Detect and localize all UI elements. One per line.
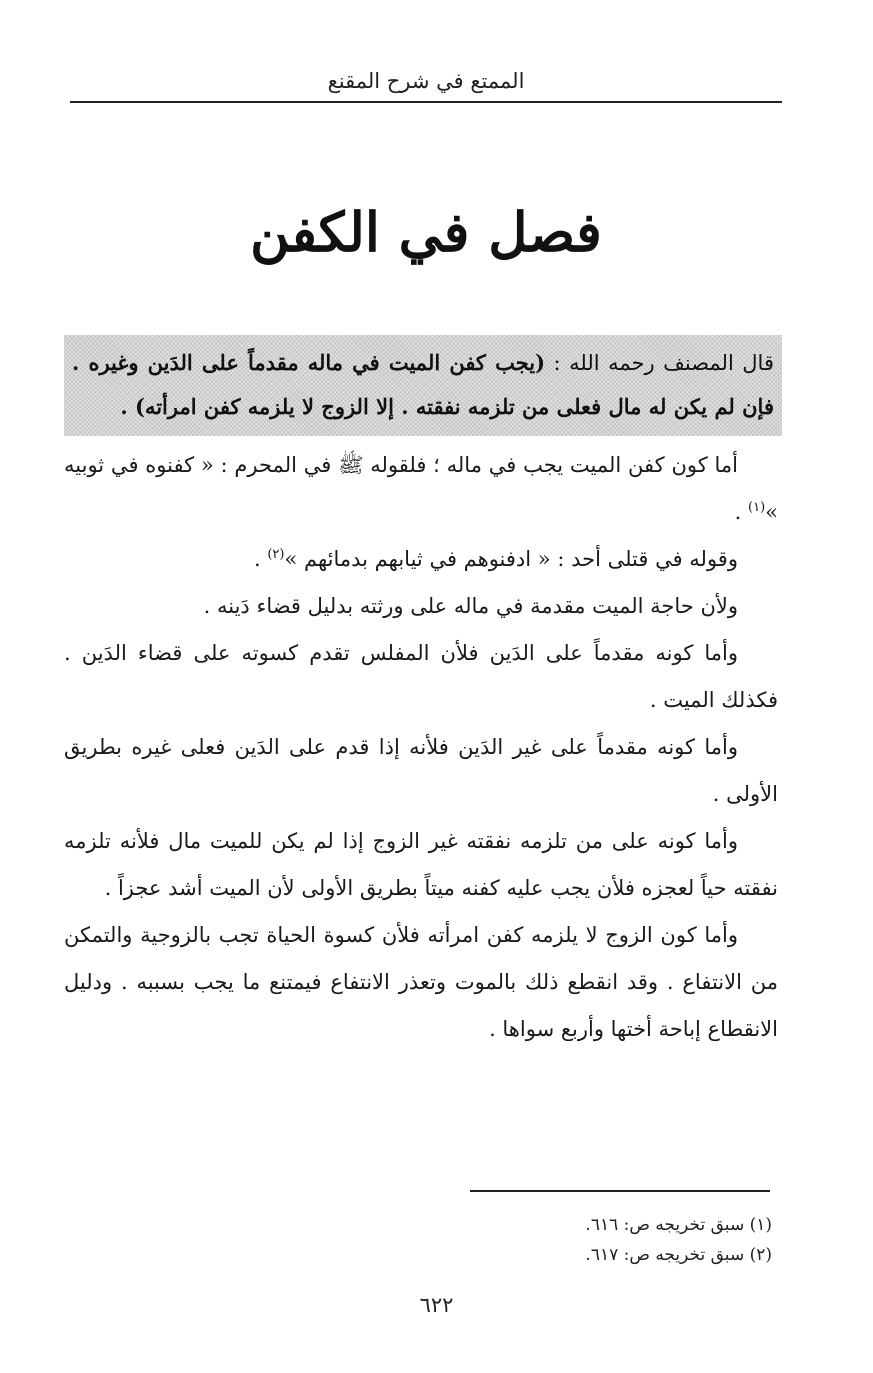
header-rule (70, 101, 782, 103)
paragraph (64, 630, 778, 724)
footnote-marker: (١) (748, 500, 766, 515)
body-text (64, 442, 778, 1053)
page-number: ٦٢٢ (419, 1293, 454, 1317)
quote-intro: قال المصنف رحمه الله : (545, 351, 774, 375)
paragraph (64, 912, 778, 1053)
footnote: (٢) سبق تخريجه ص: ٦١٧. (585, 1245, 772, 1265)
paragraph-text: وأما كونه مقدماً على الدَين فلأن المفلس تقدم كسوته على قضاء الدَين . فكذلك الميت . (64, 641, 778, 712)
paragraph-text: ولأن حاجة الميت مقدمة في ماله على ورثته بدليل قضاء دَينه . (203, 594, 738, 618)
paragraph-text: أما كون كفن الميت يجب في ماله ؛ فلقوله ﷺ في المحرم : « كفنوه في ثوبيه » (64, 453, 778, 524)
paragraph (64, 818, 778, 912)
quoted-text-box (64, 335, 782, 436)
footnotes (470, 1210, 772, 1270)
paragraph-text: وأما كون الزوج لا يلزمه كفن امرأته فلأن كسوة الحياة تجب بالزوجية والتمكن من الانتفاع . وقد انقطع ذلك بالموت وتعذر الانتفاع فيمتنع ما يجب بسببه . ودليل الانقطاع إباحة أختها وأربع سواها . (64, 923, 778, 1041)
paragraph (64, 583, 778, 630)
paragraph (64, 442, 778, 536)
paragraph-text: وقوله في قتلى أحد : « ادفنوهم في ثيابهم بدمائهم » (284, 547, 738, 571)
paragraph (64, 724, 778, 818)
footnote-marker: (٢) (267, 547, 285, 562)
footnote-rule (470, 1190, 770, 1192)
paragraph-tail: . (734, 500, 748, 524)
running-header: الممتع في شرح المقنع (327, 69, 525, 93)
paragraph-tail: . (253, 547, 268, 571)
footnote: (١) سبق تخريجه ص: ٦١٦. (585, 1215, 772, 1235)
quote-text: (يجب كفن الميت في ماله مقدماً على الدَين وغيره . فإن لم يكن له مال فعلى من تلزمه نفقته . إلا الزوج لا يلزمه كفن امرأته) . (72, 350, 774, 419)
paragraph (64, 536, 778, 583)
paragraph-text: وأما كونه مقدماً على غير الدَين فلأنه إذا قدم على الدَين فعلى غيره بطريق الأولى . (64, 735, 778, 806)
paragraph-text: وأما كونه على من تلزمه نفقته غير الزوج إذا لم يكن للميت مال فلأنه تلزمه نفقته حياً لعجزه فلأن يجب عليه كفنه ميتاً بطريق الأولى لأن الميت أشد عجزاً . (64, 829, 778, 900)
chapter-title: فصل في الكفن (250, 200, 602, 264)
